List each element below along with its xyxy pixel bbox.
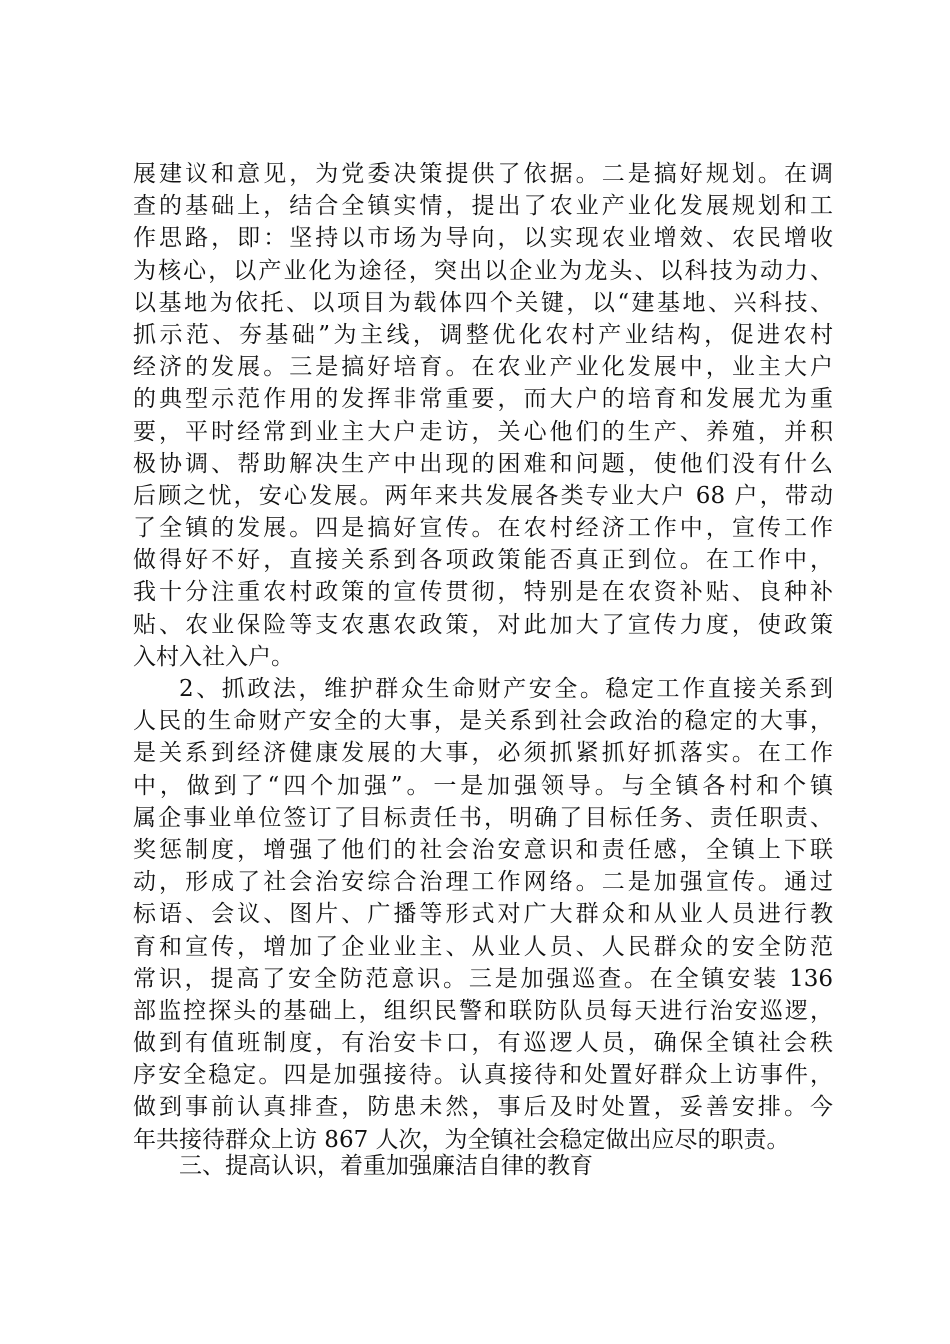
text-line: 做到事前认真排查，防患未然，事后及时处置，妥善安排。今 [133, 1094, 833, 1121]
text-line: 要，平时经常到业主大户走访，关心他们的生产、养殖，并积 [133, 418, 833, 445]
text-line: 的典型示范作用的发挥非常重要，而大户的培育和发展尤为重 [133, 386, 833, 413]
text-line: 作思路，即：坚持以市场为导向，以实现农业增效、农民增收 [133, 225, 833, 252]
text-line: 常识，提高了安全防范意识。三是加强巡查。在全镇安装 136 [133, 965, 833, 992]
text-line: 年共接待群众上访 867 人次，为全镇社会稳定做出应尽的职责。 [133, 1126, 790, 1153]
text-line: 我十分注重农村政策的宣传贯彻，特别是在农资补贴、良种补 [133, 579, 833, 606]
text-line: 抓示范、夯基础”为主线，调整优化农村产业结构，促进农村 [133, 321, 833, 348]
text-line: 展建议和意见，为党委决策提供了依据。二是搞好规划。在调 [133, 161, 833, 187]
text-line: 动，形成了社会治安综合治理工作网络。二是加强宣传。通过 [133, 869, 833, 896]
text-line: 极协调、帮助解决生产中出现的困难和问题，使他们没有什么 [133, 450, 833, 477]
text-line: 以基地为依托、以项目为载体四个关键，以“建基地、兴科技、 [133, 289, 833, 316]
text-line: 了全镇的发展。四是搞好宣传。在农村经济工作中，宣传工作 [133, 515, 833, 542]
text-line: 育和宣传，增加了企业业主、从业人员、人民群众的安全防范 [133, 933, 833, 960]
text-line: 贴、农业保险等支农惠农政策，对此加大了宣传力度，使政策 [133, 611, 833, 638]
text-line: 做得好不好，直接关系到各项政策能否真正到位。在工作中， [133, 547, 833, 574]
text-line: 为核心，以产业化为途径，突出以企业为龙头、以科技为动力、 [133, 257, 833, 284]
text-line: 人民的生命财产安全的大事，是关系到社会政治的稳定的大事， [133, 708, 833, 735]
text-line: 做到有值班制度，有治安卡口，有巡逻人员，确保全镇社会秩 [133, 1030, 833, 1057]
text-line: 属企事业单位签订了目标责任书，明确了目标任务、责任职责、 [133, 804, 833, 831]
text-line: 奖惩制度，增强了他们的社会治安意识和责任感，全镇上下联 [133, 836, 833, 863]
text-line: 查的基础上，结合全镇实情，提出了农业产业化发展规划和工 [133, 193, 833, 220]
text-line: 是关系到经济健康发展的大事，必须抓紧抓好抓落实。在工作 [133, 740, 833, 767]
text-line: 2、抓政法，维护群众生命财产安全。稳定工作直接关系到 [179, 676, 833, 702]
section-heading: 三、提高认识，着重加强廉洁自律的教育 [179, 1153, 593, 1179]
text-line: 标语、会议、图片、广播等形式对广大群众和从业人员进行教 [133, 901, 833, 928]
text-line: 中，做到了“四个加强”。一是加强领导。与全镇各村和个镇 [133, 772, 833, 799]
text-line: 部监控探头的基础上，组织民警和联防队员每天进行治安巡逻， [133, 997, 833, 1024]
text-line: 序安全稳定。四是加强接待。认真接待和处置好群众上访事件， [133, 1062, 833, 1089]
body-text [133, 158, 833, 1156]
text-line: 经济的发展。三是搞好培育。在农业产业化发展中，业主大户 [133, 354, 833, 381]
text-line: 入村入社入户。 [133, 643, 294, 670]
text-line: 后顾之忧，安心发展。两年来共发展各类专业大户 68 户，带动 [133, 482, 833, 509]
